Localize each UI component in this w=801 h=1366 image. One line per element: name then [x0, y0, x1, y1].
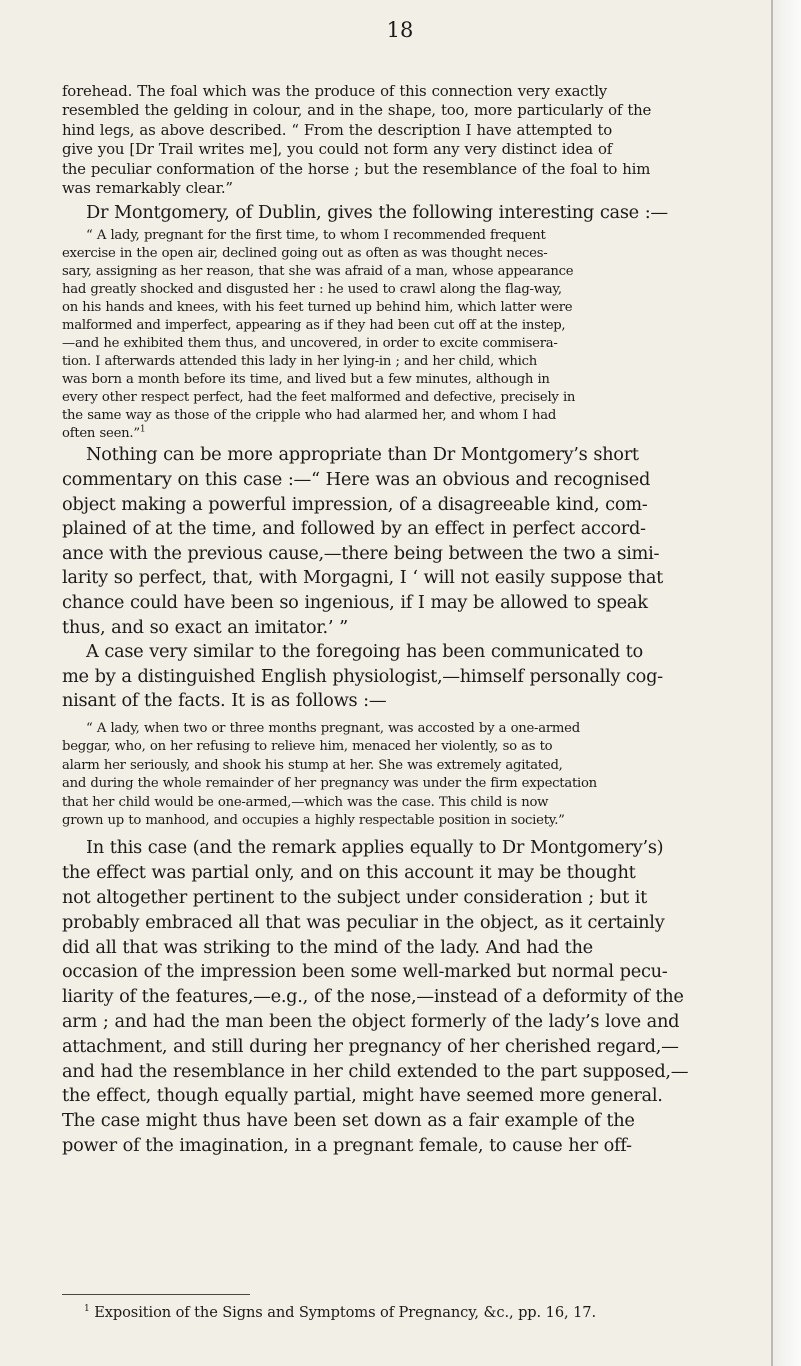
- text-line: that her child would be one-armed,—which was the case. This child is now: [62, 794, 549, 810]
- text-line: beggar, who, on her refusing to relieve him, menaced her violently, so as to: [62, 739, 553, 755]
- text-line: chance could have been so ingenious, if I may be allowed to speak: [62, 592, 648, 613]
- text-line: forehead. The foal which was the produce of this connection very exactly: [62, 82, 607, 100]
- text-line: larity so perfect, that, with Morgagni, I ‘ will not easily suppose that: [62, 567, 664, 589]
- text-line: “ A lady, pregnant for the first time, to whom I recommended frequent: [86, 228, 546, 244]
- text-line: liarity of the features,—e.g., of the nose,—instead of a deformity of the: [62, 986, 684, 1008]
- paragraph-partial-effect: [62, 836, 712, 1158]
- text-line: the effect, though equally partial, might have seemed more general.: [62, 1085, 663, 1107]
- text-line: In this case (and the remark applies equally to Dr Montgomery’s): [86, 837, 664, 859]
- text-line-content: often seen.”: [62, 426, 140, 442]
- footnote-text: Exposition of the Signs and Symptoms of Pregnancy, &c., pp. 16, 17.: [94, 1304, 596, 1321]
- text-line: tion. I afterwards attended this lady in her lying-in ; and her child, which: [62, 354, 538, 370]
- text-line: [62, 425, 712, 443]
- text-line: the peculiar conformation of the horse ; but the resemblance of the foal to him: [62, 159, 651, 178]
- text-line: me by a distinguished English physiologist,—himself personally cog-: [62, 665, 663, 687]
- text-line: power of the imagination, in a pregnant female, to cause her off-: [62, 1134, 632, 1156]
- text-line: alarm her seriously, and shook his stump at her. She was extremely agitated,: [62, 757, 563, 773]
- text-line: had greatly shocked and disgusted her : he used to crawl along the flag-way,: [62, 282, 562, 298]
- text-line: Dr Montgomery, of Dublin, gives the following interesting case :—: [86, 202, 668, 224]
- text-line: and during the whole remainder of her pregnancy was under the firm expectation: [62, 776, 597, 792]
- text-line: Nothing can be more appropriate than Dr Montgomery’s short: [86, 444, 639, 466]
- quote-montgomery-case: [62, 227, 712, 443]
- page-edge-line: [771, 0, 773, 1366]
- text-line: probably embraced all that was peculiar in the object, as it certainly: [62, 911, 665, 933]
- text-line: arm ; and had the man been the object formerly of the lady’s love and: [62, 1010, 680, 1032]
- text-line: “ A lady, when two or three months pregnant, was accosted by a one-armed: [86, 720, 580, 736]
- text-line: was born a month before its time, and lived but a few minutes, although in: [62, 372, 550, 388]
- text-line: sary, assigning as her reason, that she was afraid of a man, whose appearance: [62, 264, 574, 280]
- text-line: resembled the gelding in colour, and in the shape, too, more particularly of the: [62, 101, 652, 120]
- text-line: grown up to manhood, and occupies a highly respectable position in society.”: [62, 813, 565, 828]
- paragraph-commentary: [62, 443, 712, 640]
- footnote: [84, 1304, 596, 1321]
- text-line: —and he exhibited them thus, and uncovered, in order to excite commisera-: [62, 336, 558, 352]
- text-line: commentary on this case :—“ Here was an obvious and recognised: [62, 469, 651, 491]
- footnote-mark: 1: [84, 1304, 90, 1315]
- footnote-rule: [62, 1294, 250, 1295]
- text-line: and had the resemblance in her child extended to the part supposed,—: [62, 1060, 689, 1082]
- text-line: The case might thus have been set down as a fair example of the: [62, 1110, 635, 1132]
- page-edge: [771, 0, 801, 1366]
- text-line: exercise in the open air, declined going out as often as was thought neces-: [62, 246, 548, 262]
- text-line: not altogether pertinent to the subject under consideration ; but it: [62, 887, 648, 908]
- paragraph-similar-case: [62, 640, 712, 714]
- text-line: give you [Dr Trail writes me], you could not form any very distinct idea of: [62, 140, 613, 159]
- text-line: A case very similar to the foregoing has been communicated to: [86, 641, 643, 663]
- text-line: nisant of the facts. It is as follows :—: [62, 690, 387, 712]
- paragraph-montgomery-intro: [62, 200, 712, 225]
- footnote-reference: 1: [139, 425, 146, 436]
- text-line: thus, and so exact an imitator.’ ”: [62, 616, 348, 638]
- text-line: the same way as those of the cripple who had alarmed her, and whom I had: [62, 408, 557, 424]
- text-line: malformed and imperfect, appearing as if they had been cut off at the instep,: [62, 318, 566, 334]
- page-body: [62, 82, 712, 1159]
- text-line: occasion of the impression been some well-marked but normal pecu-: [62, 961, 668, 983]
- quote-one-armed-beggar: [62, 720, 712, 830]
- text-line: ance with the previous cause,—there being between the two a simi-: [62, 542, 660, 564]
- text-line: attachment, and still during her pregnancy of her cherished regard,—: [62, 1035, 679, 1057]
- text-line: object making a powerful impression, of a disagreeable kind, com-: [62, 493, 648, 515]
- text-line: hind legs, as above described. “ From the description I have attempted to: [62, 120, 613, 139]
- text-line: on his hands and knees, with his feet turned up behind him, which latter were: [62, 300, 573, 316]
- text-line: every other respect perfect, had the feet malformed and defective, precisely in: [62, 390, 576, 406]
- text-line: plained of at the time, and followed by an effect in perfect accord-: [62, 518, 646, 540]
- paragraph-horse-foal: [62, 82, 712, 198]
- text-line: was remarkably clear.”: [62, 179, 233, 198]
- page-number: 18: [386, 18, 414, 42]
- text-line: the effect was partial only, and on this account it may be thought: [62, 862, 636, 884]
- text-line: did all that was striking to the mind of the lady. And had the: [62, 936, 593, 958]
